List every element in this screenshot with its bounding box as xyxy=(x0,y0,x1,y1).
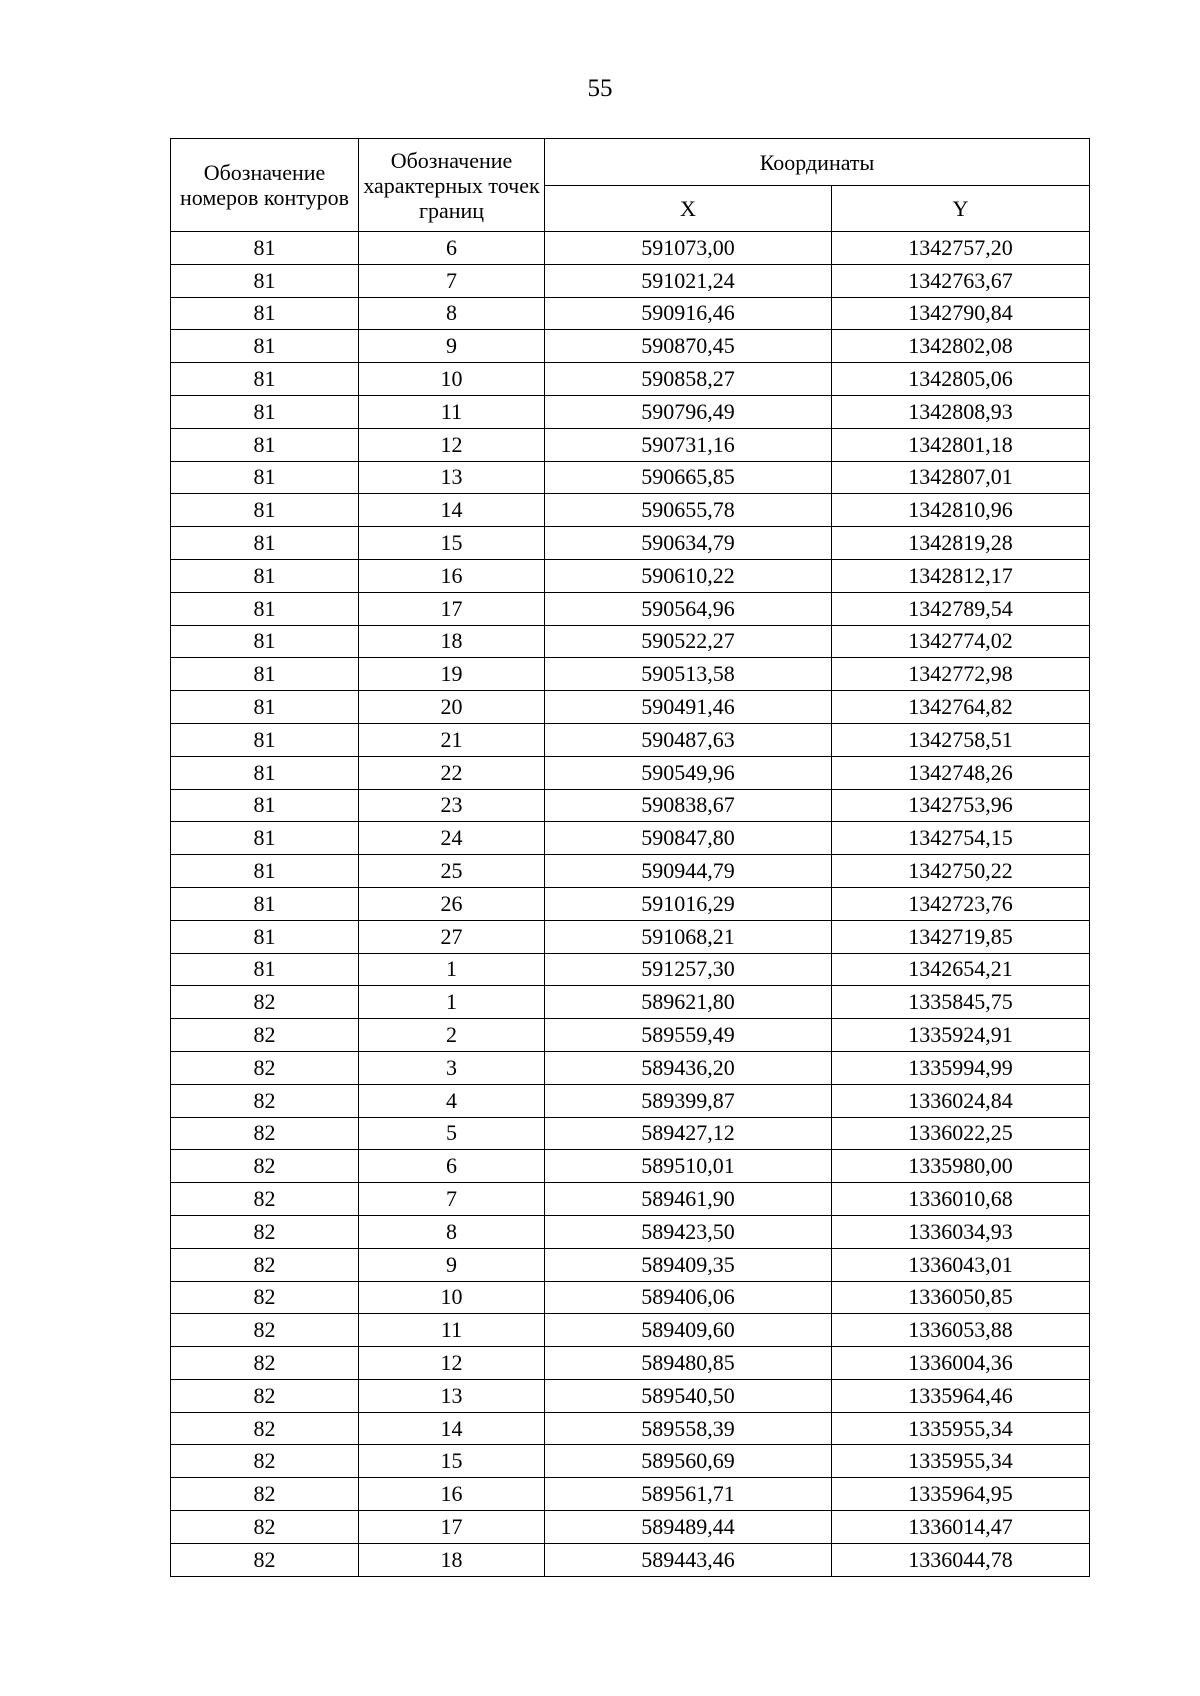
cell-contour-number: 82 xyxy=(171,1511,359,1544)
table-row xyxy=(171,264,1090,297)
cell-y-coordinate: 1335955,34 xyxy=(832,1445,1090,1478)
cell-point-number: 22 xyxy=(359,756,545,789)
cell-contour-number: 81 xyxy=(171,920,359,953)
cell-point-number: 2 xyxy=(359,1019,545,1052)
cell-point-number: 26 xyxy=(359,887,545,920)
cell-x-coordinate: 590549,96 xyxy=(545,756,832,789)
cell-x-coordinate: 591016,29 xyxy=(545,887,832,920)
table-row xyxy=(171,1379,1090,1412)
table-row xyxy=(171,1543,1090,1576)
cell-x-coordinate: 589559,49 xyxy=(545,1019,832,1052)
table-row xyxy=(171,1412,1090,1445)
cell-contour-number: 81 xyxy=(171,822,359,855)
table-row xyxy=(171,297,1090,330)
cell-x-coordinate: 589423,50 xyxy=(545,1215,832,1248)
table-row xyxy=(171,855,1090,888)
cell-x-coordinate: 591021,24 xyxy=(545,264,832,297)
cell-y-coordinate: 1336004,36 xyxy=(832,1347,1090,1380)
table-row xyxy=(171,887,1090,920)
cell-point-number: 1 xyxy=(359,953,545,986)
cell-contour-number: 81 xyxy=(171,461,359,494)
cell-contour-number: 81 xyxy=(171,953,359,986)
header-contour-number: Обозначение номеров контуров xyxy=(171,139,359,232)
table-row xyxy=(171,625,1090,658)
cell-contour-number: 81 xyxy=(171,297,359,330)
header-boundary-point: Обозначение характерных точек границ xyxy=(359,139,545,232)
table-row xyxy=(171,920,1090,953)
table-row xyxy=(171,723,1090,756)
cell-x-coordinate: 590847,80 xyxy=(545,822,832,855)
cell-y-coordinate: 1342748,26 xyxy=(832,756,1090,789)
cell-y-coordinate: 1336022,25 xyxy=(832,1117,1090,1150)
cell-point-number: 18 xyxy=(359,1543,545,1576)
table-row xyxy=(171,953,1090,986)
table-row xyxy=(171,232,1090,265)
cell-contour-number: 82 xyxy=(171,1183,359,1216)
cell-y-coordinate: 1335845,75 xyxy=(832,986,1090,1019)
cell-point-number: 10 xyxy=(359,1281,545,1314)
cell-point-number: 1 xyxy=(359,986,545,1019)
cell-contour-number: 81 xyxy=(171,494,359,527)
cell-point-number: 8 xyxy=(359,297,545,330)
cell-x-coordinate: 589558,39 xyxy=(545,1412,832,1445)
cell-x-coordinate: 591073,00 xyxy=(545,232,832,265)
table-row xyxy=(171,1511,1090,1544)
cell-y-coordinate: 1336044,78 xyxy=(832,1543,1090,1576)
cell-point-number: 14 xyxy=(359,1412,545,1445)
cell-point-number: 4 xyxy=(359,1084,545,1117)
cell-point-number: 27 xyxy=(359,920,545,953)
cell-y-coordinate: 1342754,15 xyxy=(832,822,1090,855)
cell-y-coordinate: 1336014,47 xyxy=(832,1511,1090,1544)
cell-y-coordinate: 1342805,06 xyxy=(832,363,1090,396)
cell-contour-number: 82 xyxy=(171,1543,359,1576)
cell-contour-number: 82 xyxy=(171,1019,359,1052)
cell-y-coordinate: 1342764,82 xyxy=(832,691,1090,724)
cell-y-coordinate: 1342753,96 xyxy=(832,789,1090,822)
table-row xyxy=(171,1117,1090,1150)
cell-x-coordinate: 590916,46 xyxy=(545,297,832,330)
cell-point-number: 13 xyxy=(359,461,545,494)
cell-y-coordinate: 1342763,67 xyxy=(832,264,1090,297)
cell-x-coordinate: 590731,16 xyxy=(545,428,832,461)
cell-contour-number: 81 xyxy=(171,691,359,724)
coordinates-table xyxy=(170,138,1090,1577)
cell-y-coordinate: 1342810,96 xyxy=(832,494,1090,527)
table-row xyxy=(171,1051,1090,1084)
cell-y-coordinate: 1342774,02 xyxy=(832,625,1090,658)
table-row xyxy=(171,756,1090,789)
table-row xyxy=(171,691,1090,724)
cell-point-number: 10 xyxy=(359,363,545,396)
table-row xyxy=(171,822,1090,855)
cell-x-coordinate: 589406,06 xyxy=(545,1281,832,1314)
cell-y-coordinate: 1342812,17 xyxy=(832,559,1090,592)
table-row xyxy=(171,789,1090,822)
header-x: X xyxy=(545,186,832,232)
cell-y-coordinate: 1336050,85 xyxy=(832,1281,1090,1314)
cell-y-coordinate: 1342819,28 xyxy=(832,527,1090,560)
cell-x-coordinate: 590513,58 xyxy=(545,658,832,691)
cell-x-coordinate: 589409,35 xyxy=(545,1248,832,1281)
cell-contour-number: 82 xyxy=(171,986,359,1019)
cell-contour-number: 81 xyxy=(171,428,359,461)
cell-x-coordinate: 589560,69 xyxy=(545,1445,832,1478)
table-header xyxy=(171,139,1090,232)
cell-y-coordinate: 1342801,18 xyxy=(832,428,1090,461)
cell-x-coordinate: 590796,49 xyxy=(545,395,832,428)
table-row xyxy=(171,330,1090,363)
cell-x-coordinate: 590634,79 xyxy=(545,527,832,560)
cell-contour-number: 81 xyxy=(171,559,359,592)
cell-contour-number: 81 xyxy=(171,232,359,265)
table-row xyxy=(171,395,1090,428)
cell-x-coordinate: 589540,50 xyxy=(545,1379,832,1412)
cell-point-number: 9 xyxy=(359,330,545,363)
cell-y-coordinate: 1336024,84 xyxy=(832,1084,1090,1117)
cell-point-number: 11 xyxy=(359,1314,545,1347)
cell-x-coordinate: 589561,71 xyxy=(545,1478,832,1511)
cell-point-number: 21 xyxy=(359,723,545,756)
cell-point-number: 8 xyxy=(359,1215,545,1248)
cell-contour-number: 81 xyxy=(171,592,359,625)
cell-x-coordinate: 589427,12 xyxy=(545,1117,832,1150)
cell-x-coordinate: 590944,79 xyxy=(545,855,832,888)
cell-y-coordinate: 1342719,85 xyxy=(832,920,1090,953)
table-row xyxy=(171,1215,1090,1248)
table-row xyxy=(171,428,1090,461)
cell-contour-number: 82 xyxy=(171,1150,359,1183)
cell-contour-number: 81 xyxy=(171,330,359,363)
table-row xyxy=(171,1347,1090,1380)
table-row xyxy=(171,363,1090,396)
cell-contour-number: 82 xyxy=(171,1445,359,1478)
cell-point-number: 7 xyxy=(359,264,545,297)
cell-point-number: 6 xyxy=(359,1150,545,1183)
cell-x-coordinate: 589480,85 xyxy=(545,1347,832,1380)
cell-y-coordinate: 1335964,95 xyxy=(832,1478,1090,1511)
cell-y-coordinate: 1342758,51 xyxy=(832,723,1090,756)
cell-contour-number: 82 xyxy=(171,1051,359,1084)
cell-point-number: 11 xyxy=(359,395,545,428)
cell-x-coordinate: 590610,22 xyxy=(545,559,832,592)
table-body xyxy=(171,232,1090,1577)
cell-point-number: 15 xyxy=(359,1445,545,1478)
cell-contour-number: 81 xyxy=(171,855,359,888)
table-row xyxy=(171,1314,1090,1347)
cell-point-number: 18 xyxy=(359,625,545,658)
cell-x-coordinate: 590858,27 xyxy=(545,363,832,396)
cell-y-coordinate: 1335924,91 xyxy=(832,1019,1090,1052)
cell-point-number: 24 xyxy=(359,822,545,855)
cell-contour-number: 81 xyxy=(171,395,359,428)
cell-point-number: 12 xyxy=(359,428,545,461)
table-row xyxy=(171,1019,1090,1052)
cell-y-coordinate: 1342757,20 xyxy=(832,232,1090,265)
cell-contour-number: 82 xyxy=(171,1084,359,1117)
cell-y-coordinate: 1335955,34 xyxy=(832,1412,1090,1445)
header-coordinates: Координаты xyxy=(545,139,1090,186)
cell-y-coordinate: 1342750,22 xyxy=(832,855,1090,888)
cell-y-coordinate: 1342808,93 xyxy=(832,395,1090,428)
cell-contour-number: 82 xyxy=(171,1412,359,1445)
cell-contour-number: 82 xyxy=(171,1314,359,1347)
cell-point-number: 20 xyxy=(359,691,545,724)
cell-point-number: 17 xyxy=(359,592,545,625)
cell-y-coordinate: 1336053,88 xyxy=(832,1314,1090,1347)
cell-point-number: 9 xyxy=(359,1248,545,1281)
cell-x-coordinate: 590870,45 xyxy=(545,330,832,363)
cell-y-coordinate: 1335980,00 xyxy=(832,1150,1090,1183)
table-row xyxy=(171,592,1090,625)
cell-contour-number: 81 xyxy=(171,527,359,560)
cell-y-coordinate: 1342654,21 xyxy=(832,953,1090,986)
cell-x-coordinate: 591257,30 xyxy=(545,953,832,986)
cell-y-coordinate: 1342807,01 xyxy=(832,461,1090,494)
cell-x-coordinate: 589461,90 xyxy=(545,1183,832,1216)
table-row xyxy=(171,527,1090,560)
cell-x-coordinate: 590487,63 xyxy=(545,723,832,756)
table-row xyxy=(171,494,1090,527)
cell-y-coordinate: 1336010,68 xyxy=(832,1183,1090,1216)
cell-contour-number: 81 xyxy=(171,264,359,297)
cell-y-coordinate: 1342723,76 xyxy=(832,887,1090,920)
cell-contour-number: 81 xyxy=(171,658,359,691)
table-row xyxy=(171,658,1090,691)
table-row xyxy=(171,986,1090,1019)
cell-y-coordinate: 1335994,99 xyxy=(832,1051,1090,1084)
cell-x-coordinate: 590665,85 xyxy=(545,461,832,494)
cell-y-coordinate: 1336034,93 xyxy=(832,1215,1090,1248)
cell-point-number: 6 xyxy=(359,232,545,265)
table-row xyxy=(171,1445,1090,1478)
header-y: Y xyxy=(832,186,1090,232)
table-row xyxy=(171,1478,1090,1511)
cell-point-number: 19 xyxy=(359,658,545,691)
cell-point-number: 16 xyxy=(359,1478,545,1511)
cell-contour-number: 82 xyxy=(171,1478,359,1511)
cell-point-number: 5 xyxy=(359,1117,545,1150)
cell-point-number: 14 xyxy=(359,494,545,527)
cell-x-coordinate: 589489,44 xyxy=(545,1511,832,1544)
cell-contour-number: 82 xyxy=(171,1117,359,1150)
cell-point-number: 12 xyxy=(359,1347,545,1380)
cell-x-coordinate: 590564,96 xyxy=(545,592,832,625)
cell-x-coordinate: 590838,67 xyxy=(545,789,832,822)
cell-contour-number: 81 xyxy=(171,625,359,658)
cell-y-coordinate: 1342772,98 xyxy=(832,658,1090,691)
cell-contour-number: 81 xyxy=(171,887,359,920)
table-row xyxy=(171,559,1090,592)
cell-x-coordinate: 589399,87 xyxy=(545,1084,832,1117)
cell-contour-number: 81 xyxy=(171,363,359,396)
cell-x-coordinate: 589443,46 xyxy=(545,1543,832,1576)
cell-y-coordinate: 1335964,46 xyxy=(832,1379,1090,1412)
cell-y-coordinate: 1342789,54 xyxy=(832,592,1090,625)
cell-contour-number: 82 xyxy=(171,1281,359,1314)
cell-x-coordinate: 589409,60 xyxy=(545,1314,832,1347)
cell-point-number: 17 xyxy=(359,1511,545,1544)
cell-x-coordinate: 589510,01 xyxy=(545,1150,832,1183)
cell-x-coordinate: 589621,80 xyxy=(545,986,832,1019)
cell-contour-number: 82 xyxy=(171,1215,359,1248)
cell-point-number: 7 xyxy=(359,1183,545,1216)
cell-point-number: 3 xyxy=(359,1051,545,1084)
table-row xyxy=(171,1084,1090,1117)
cell-point-number: 16 xyxy=(359,559,545,592)
cell-point-number: 15 xyxy=(359,527,545,560)
cell-y-coordinate: 1342790,84 xyxy=(832,297,1090,330)
page-number: 55 xyxy=(587,75,613,102)
cell-x-coordinate: 589436,20 xyxy=(545,1051,832,1084)
cell-contour-number: 81 xyxy=(171,723,359,756)
cell-y-coordinate: 1342802,08 xyxy=(832,330,1090,363)
table-row xyxy=(171,1150,1090,1183)
cell-x-coordinate: 591068,21 xyxy=(545,920,832,953)
table-row xyxy=(171,461,1090,494)
cell-x-coordinate: 590522,27 xyxy=(545,625,832,658)
cell-contour-number: 82 xyxy=(171,1379,359,1412)
cell-point-number: 25 xyxy=(359,855,545,888)
table-row xyxy=(171,1248,1090,1281)
cell-y-coordinate: 1336043,01 xyxy=(832,1248,1090,1281)
cell-contour-number: 81 xyxy=(171,756,359,789)
cell-contour-number: 82 xyxy=(171,1248,359,1281)
cell-contour-number: 82 xyxy=(171,1347,359,1380)
cell-contour-number: 81 xyxy=(171,789,359,822)
cell-point-number: 13 xyxy=(359,1379,545,1412)
cell-x-coordinate: 590655,78 xyxy=(545,494,832,527)
table-row xyxy=(171,1281,1090,1314)
cell-x-coordinate: 590491,46 xyxy=(545,691,832,724)
cell-point-number: 23 xyxy=(359,789,545,822)
table-row xyxy=(171,1183,1090,1216)
